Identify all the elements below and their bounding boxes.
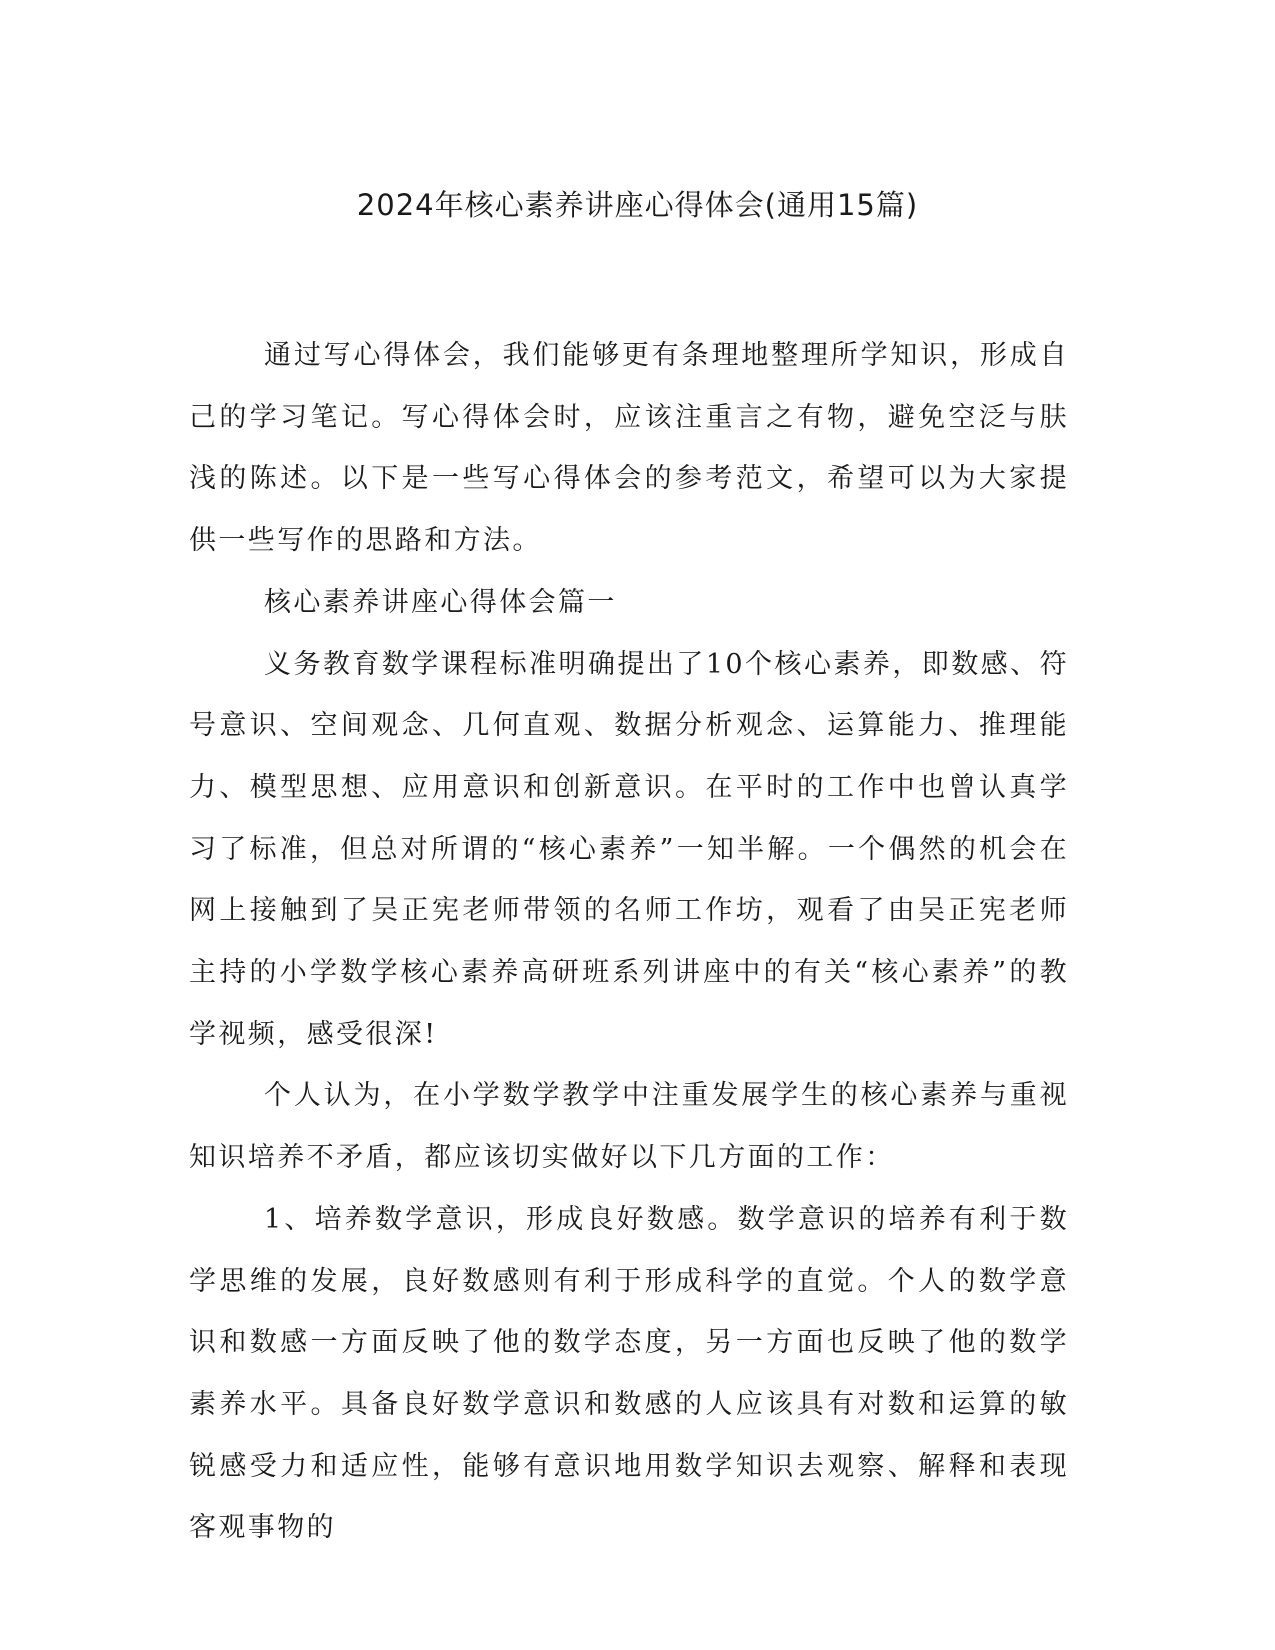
section-heading: 核心素养讲座心得体会篇一 xyxy=(264,586,617,618)
body-paragraph: 义务教育数学课程标准明确提出了10个核心素养，即数感、符号意识、空间观念、几何直观、数据分析观念、运算能力、推理能力、模型思想、应用意识和创新意识。在平时的工作中也曾认真学习了标准，但总对所谓的“核心素养”一知半解。一个偶然的机会在网上接触到了吴正宪老师带领的名师工作坊，观看了由吴正宪老师主持的小学数学核心素养高研班系列讲座中的有关“核心素养”的教学视频，感受很深! xyxy=(189,648,1069,1050)
intro-paragraph: 通过写心得体会，我们能够更有条理地整理所学知识，形成自己的学习笔记。写心得体会时，应该注重言之有物，避免空泛与肤浅的陈述。以下是一些写心得体会的参考范文，希望可以为大家提供一些写作的思路和方法。 xyxy=(189,340,1069,557)
body-paragraph: 1、培养数学意识，形成良好数感。数学意识的培养有利于数学思维的发展，良好数感则有利于形成科学的直觉。个人的数学意识和数感一方面反映了他的数学态度，另一方面也反映了他的数学素养水平。具备良好数学意识和数感的人应该具有对数和运算的敏锐感受力和适应性，能够有意识地用数学知识去观察、解释和表现客观事物的 xyxy=(189,1203,1069,1544)
document-body xyxy=(189,325,1069,1559)
document-title: 2024年核心素养讲座心得体会(通用15篇) xyxy=(356,188,919,222)
body-paragraph: 个人认为，在小学数学教学中注重发展学生的核心素养与重视知识培养不矛盾，都应该切实做好以下几方面的工作： xyxy=(189,1080,1069,1174)
